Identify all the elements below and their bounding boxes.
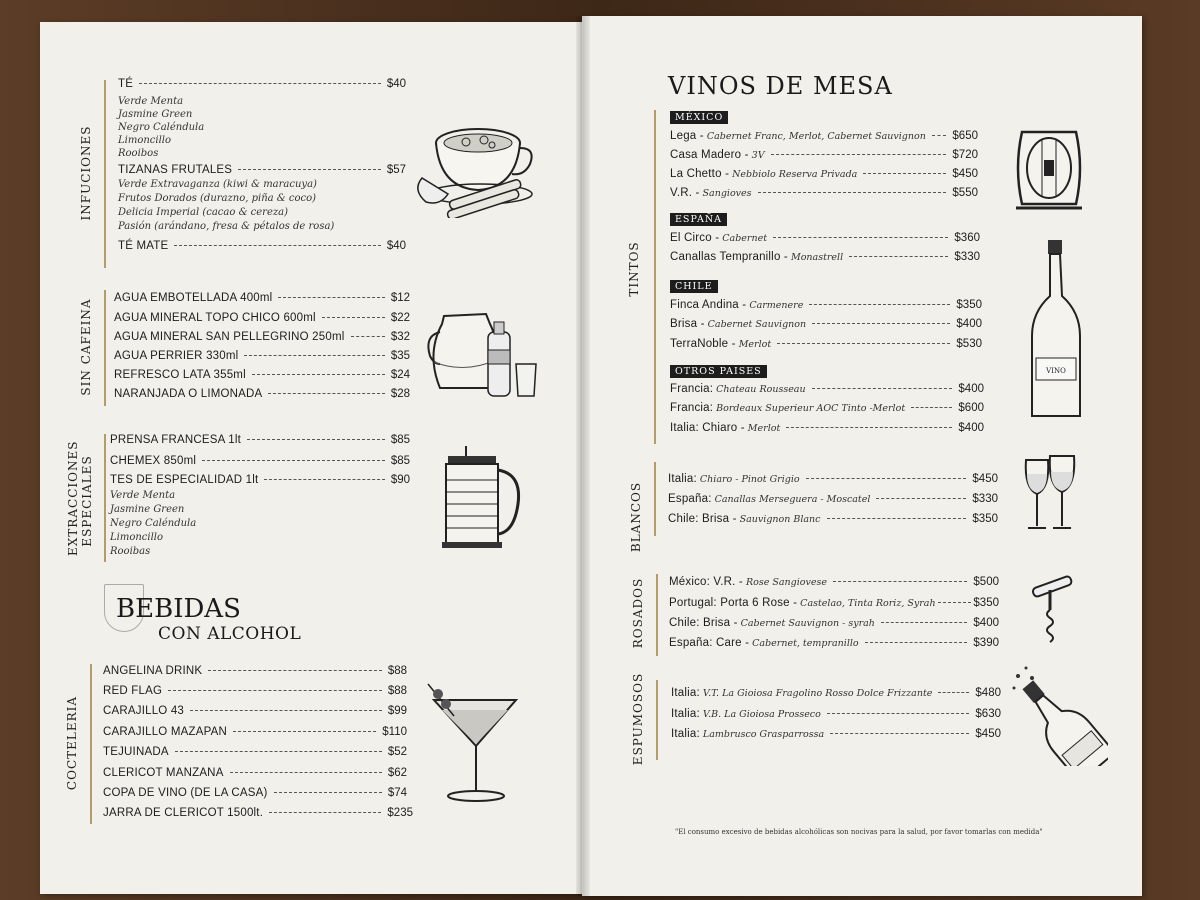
variety: Delicia Imperial (cacao & cereza) <box>118 207 288 218</box>
country-tag-chile: CHILE <box>670 280 718 293</box>
section-divider <box>104 434 106 562</box>
item-price: $530 <box>956 338 982 350</box>
variety: Verde Menta <box>110 490 176 501</box>
menu-item <box>103 726 407 738</box>
item-grape: Lambrusco Grasparrossa <box>702 729 825 740</box>
variety: Negro Caléndula <box>118 122 205 133</box>
item-name: Francia: <box>670 383 714 395</box>
item-name: TerraNoble - <box>670 338 736 350</box>
item-price: $330 <box>972 493 998 505</box>
bebidas-subtitle: CON ALCOHOL <box>158 624 302 644</box>
menu-item <box>103 807 413 819</box>
item-grape: V.B. La Gioiosa Prosseco <box>702 709 821 720</box>
item-name: Chile: Brisa - <box>669 617 738 629</box>
item-name: Italia: <box>671 687 700 699</box>
item-name: REFRESCO LATA 355ml <box>114 369 246 381</box>
item-price: $450 <box>972 473 998 485</box>
item-name: España: Care - <box>669 637 750 649</box>
section-label-extracciones: EXTRACCIONES <box>66 440 80 556</box>
item-price: $390 <box>973 637 999 649</box>
item-price: $40 <box>386 78 406 90</box>
item-name: España: <box>668 493 712 505</box>
section-label-blancos: BLANCOS <box>629 481 643 553</box>
menu-item <box>110 455 410 467</box>
item-price: $450 <box>975 728 1001 740</box>
item-name: JARRA DE CLERICOT 1500lt. <box>103 807 264 819</box>
country-tag-otros: OTROS PAISES <box>670 365 767 378</box>
item-grape: Rose Sangiovese <box>745 577 827 588</box>
variety: Limoncillo <box>118 135 171 146</box>
french-press-icon <box>436 440 526 554</box>
menu-item <box>103 705 407 717</box>
wine-item <box>668 513 998 525</box>
item-price: $630 <box>975 708 1001 720</box>
wine-item <box>670 383 984 395</box>
item-price: $550 <box>952 187 978 199</box>
section-label-rosados: ROSADOS <box>631 577 645 649</box>
menu-item <box>118 240 406 252</box>
item-grape: 3V <box>751 150 765 161</box>
menu-item <box>118 78 406 90</box>
item-name: V.R. - <box>670 187 700 199</box>
wine-item <box>670 232 980 244</box>
wine-item <box>670 422 984 434</box>
wine-item <box>670 402 984 414</box>
variety: Jasmine Green <box>118 109 193 120</box>
item-name: AGUA EMBOTELLADA 400ml <box>114 292 273 304</box>
item-name: ANGELINA DRINK <box>103 665 203 677</box>
variety: Rooibas <box>110 546 151 557</box>
variety: Limoncillo <box>110 532 163 543</box>
item-name: TEJUINADA <box>103 746 169 758</box>
wine-item <box>670 251 980 263</box>
item-grape: Chiaro - Pinot Grigio <box>699 474 800 485</box>
wine-item <box>670 338 982 350</box>
menu-item <box>103 787 407 799</box>
variety: Rooibos <box>118 148 159 159</box>
item-price: $57 <box>386 164 406 176</box>
item-grape: Merlot <box>738 339 772 350</box>
item-name: TÉ MATE <box>118 240 169 252</box>
item-price: $400 <box>956 318 982 330</box>
item-name: El Circo - <box>670 232 720 244</box>
item-name: Brisa - <box>670 318 705 330</box>
menu-item <box>114 388 410 400</box>
item-price: $350 <box>972 513 998 525</box>
wine-item <box>669 617 999 629</box>
item-grape: Canallas Merseguera - Moscatel <box>714 494 871 505</box>
item-price: $62 <box>387 767 407 779</box>
item-name: PRENSA FRANCESA 1lt <box>110 434 241 446</box>
martini-glass-icon <box>424 680 524 808</box>
variety: Jasmine Green <box>110 504 185 515</box>
wine-item <box>668 473 998 485</box>
section-divider <box>104 290 106 406</box>
item-price: $500 <box>973 576 999 588</box>
section-divider <box>90 664 92 824</box>
item-name: TIZANAS FRUTALES <box>118 164 233 176</box>
item-grape: Monastrell <box>790 252 844 263</box>
item-price: $88 <box>387 685 407 697</box>
pitcher-bottle-icon <box>424 302 544 402</box>
item-name: NARANJADA O LIMONADA <box>114 388 263 400</box>
variety: Negro Caléndula <box>110 518 197 529</box>
menu-item <box>114 312 410 324</box>
menu-item <box>110 434 410 446</box>
item-name: La Chetto - <box>670 168 730 180</box>
item-grape: Cabernet Sauvignon <box>707 319 807 330</box>
item-price: $12 <box>390 292 410 304</box>
wine-bottle-icon <box>1026 236 1086 422</box>
section-label-cocteleria: COCTELERIA <box>65 695 79 791</box>
item-price: $720 <box>952 149 978 161</box>
item-name: Italia: <box>668 473 697 485</box>
item-price: $85 <box>390 455 410 467</box>
item-grape: Chateau Rousseau <box>716 384 806 395</box>
menu-item <box>103 685 407 697</box>
item-price: $74 <box>387 787 407 799</box>
item-grape: Carmenere <box>749 300 804 311</box>
item-grape: Cabernet, tempranillo <box>752 638 859 649</box>
variety: Frutos Dorados (durazno, piña & coco) <box>118 193 316 204</box>
section-label-especiales: ESPECIALES <box>80 455 94 547</box>
menu-item <box>118 164 406 176</box>
country-tag-espana: ESPAÑA <box>670 213 727 226</box>
menu-spine <box>576 16 590 896</box>
item-grape: Cabernet Sauvignon - syrah <box>740 618 875 629</box>
item-price: $235 <box>387 807 413 819</box>
wine-item <box>670 149 978 161</box>
menu-item <box>103 767 407 779</box>
item-name: México: V.R. - <box>669 576 743 588</box>
country-tag-mexico: MÉXICO <box>670 111 728 124</box>
wine-item <box>670 130 978 142</box>
item-grape: Sangioves <box>702 188 752 199</box>
item-price: $400 <box>958 383 984 395</box>
item-price: $400 <box>973 617 999 629</box>
corkscrew-icon <box>1028 572 1084 652</box>
wine-glasses-icon <box>1020 452 1084 536</box>
menu-item <box>114 331 410 343</box>
tea-cup-icon <box>408 98 538 218</box>
wine-item <box>669 597 999 609</box>
item-name: Francia: <box>670 402 714 414</box>
section-divider <box>656 680 658 760</box>
section-label-espumosos: ESPUMOSOS <box>631 672 645 766</box>
variety: Verde Menta <box>118 96 184 107</box>
bottle-label: VINO <box>1046 367 1066 375</box>
section-label-tintos: TINTOS <box>627 241 641 297</box>
item-price: $360 <box>954 232 980 244</box>
menu-item <box>110 474 410 486</box>
item-grape: Bordeaux Superieur AOC Tinto -Merlot <box>716 403 906 414</box>
champagne-bottle-icon <box>1008 662 1108 766</box>
item-name: TES DE ESPECIALIDAD 1lt <box>110 474 259 486</box>
menu-item <box>114 369 410 381</box>
item-price: $90 <box>390 474 410 486</box>
item-price: $35 <box>390 350 410 362</box>
item-name: Casa Madero - <box>670 149 749 161</box>
item-name: Italia: Chiaro - <box>670 422 745 434</box>
item-name: RED FLAG <box>103 685 163 697</box>
section-divider <box>656 574 658 656</box>
wine-item <box>670 187 978 199</box>
item-name: Chile: Brisa - <box>668 513 737 525</box>
vinos-title: VINOS DE MESA <box>668 72 893 100</box>
section-divider <box>654 462 656 536</box>
section-divider <box>104 80 106 268</box>
wine-item <box>671 728 1001 740</box>
item-price: $28 <box>390 388 410 400</box>
item-grape: V.T. La Gioiosa Fragolino Rosso Dolce Frizzante <box>702 688 933 699</box>
item-name: CARAJILLO 43 <box>103 705 185 717</box>
wine-item <box>669 637 999 649</box>
item-grape: Cabernet <box>722 233 768 244</box>
item-price: $350 <box>973 597 999 609</box>
wine-item <box>668 493 998 505</box>
wine-item <box>670 299 982 311</box>
section-label-sincafeina: SIN CAFEINA <box>79 298 93 396</box>
item-price: $450 <box>952 168 978 180</box>
wine-item <box>671 708 1001 720</box>
barrel-icon <box>1012 122 1086 214</box>
section-divider <box>654 110 656 444</box>
item-name: Portugal: Porta 6 Rose - <box>669 597 798 609</box>
item-name: TÉ <box>118 78 134 90</box>
item-grape: Cabernet Franc, Merlot, Cabernet Sauvignon <box>706 131 926 142</box>
item-price: $480 <box>975 687 1001 699</box>
item-price: $350 <box>956 299 982 311</box>
item-grape: Sauvignon Blanc <box>739 514 821 525</box>
bebidas-title: BEBIDAS <box>116 594 241 624</box>
item-price: $40 <box>386 240 406 252</box>
item-name: Lega - <box>670 130 704 142</box>
alcohol-disclaimer: "El consumo excesivo de bebidas alcohólicas son nocivas para la salud, por favor tomarlas con medida" <box>675 828 1043 836</box>
item-price: $85 <box>390 434 410 446</box>
item-price: $88 <box>387 665 407 677</box>
item-price: $24 <box>390 369 410 381</box>
menu-item <box>114 350 410 362</box>
wine-item <box>671 687 1001 699</box>
item-name: Italia: <box>671 728 700 740</box>
wine-item <box>670 318 982 330</box>
item-name: COPA DE VINO (DE LA CASA) <box>103 787 268 799</box>
item-name: AGUA MINERAL SAN PELLEGRINO 250ml <box>114 331 345 343</box>
menu-item <box>103 665 407 677</box>
item-price: $330 <box>954 251 980 263</box>
item-name: Finca Andina - <box>670 299 747 311</box>
item-name: Italia: <box>671 708 700 720</box>
menu-item <box>114 292 410 304</box>
item-price: $600 <box>958 402 984 414</box>
section-label-infusiones: INFUCIONES <box>79 125 93 221</box>
item-price: $110 <box>382 726 407 738</box>
variety: Verde Extravaganza (kiwi & maracuya) <box>118 179 317 190</box>
item-name: CARAJILLO MAZAPAN <box>103 726 227 738</box>
wine-item <box>670 168 978 180</box>
item-price: $99 <box>387 705 407 717</box>
item-grape: Merlot <box>747 423 781 434</box>
item-price: $52 <box>387 746 407 758</box>
item-price: $22 <box>390 312 410 324</box>
item-name: CLERICOT MANZANA <box>103 767 224 779</box>
wine-item <box>669 576 999 588</box>
item-name: CHEMEX 850ml <box>110 455 197 467</box>
item-name: AGUA PERRIER 330ml <box>114 350 239 362</box>
item-price: $650 <box>952 130 978 142</box>
item-name: AGUA MINERAL TOPO CHICO 600ml <box>114 312 316 324</box>
item-price: $400 <box>958 422 984 434</box>
menu-item <box>103 746 407 758</box>
item-price: $32 <box>390 331 410 343</box>
item-grape: Castelao, Tinta Roriz, Syrah <box>800 598 936 609</box>
item-grape: Nebbiolo Reserva Privada <box>732 169 858 180</box>
item-name: Canallas Tempranillo - <box>670 251 788 263</box>
variety: Pasión (arándano, fresa & pétalos de rosa) <box>118 221 335 232</box>
